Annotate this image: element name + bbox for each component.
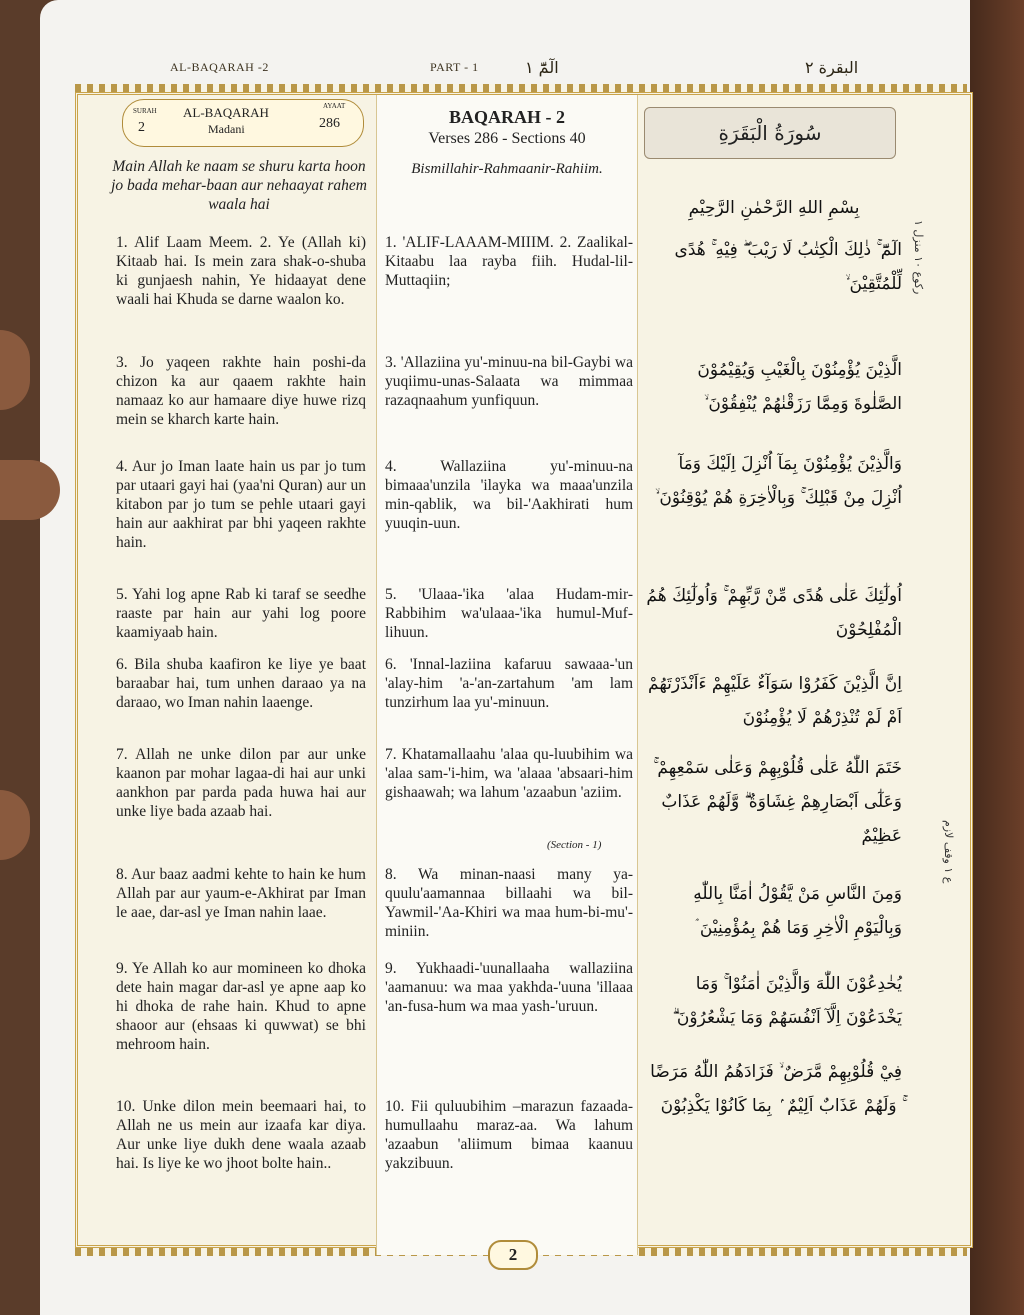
surah-label: SURAH bbox=[133, 107, 157, 115]
top-ornament-border bbox=[75, 84, 967, 92]
center-title: BAQARAH - 2 bbox=[449, 107, 565, 127]
top-header-band bbox=[75, 52, 967, 84]
header-right-arabic: البقرة ٢ bbox=[805, 58, 859, 77]
finger-left-1 bbox=[0, 330, 30, 410]
arabic-verse-1-2: الٓمّٓ ۚ ذٰلِكَ الْكِتٰبُ لَا رَيْبَ ۖ فِيْهِ ۚ هُدًى لِّلْمُتَّقِيْنَ ۙ bbox=[674, 240, 902, 294]
ayaat-label: AYAAT bbox=[323, 102, 346, 110]
translation-verse-7: 7. Allah ne unke dilon par aur unke kaanon par mohar lagaa-di hai aur unki aankhon par parda pada huwa hai aur unke liye bada azaab hai. bbox=[116, 746, 366, 820]
translation-verse-4: 4. Aur jo Iman laate hain us par jo tum par utaari gayi hai (yaa'ni Quran) aur un kitabon par jo tum se pehle utaari gayi hain aur aakhirat par bhi yaqeen rakhte hain. bbox=[116, 458, 366, 551]
side-note-middle: ع ١ وقف لازم bbox=[942, 820, 955, 884]
transliteration-verse-4: 4. Wallaziina yu'-minuu-na bimaaa'unzila 'ilayka wa maaa'unzila min-qablik, wa bil-'Aakhirati hum yuuqin-uun. bbox=[385, 458, 633, 532]
translation-intro: Main Allah ke naam se shuru karta hoon jo bada mehar-baan aur nehaayat rahem waala hai bbox=[111, 158, 367, 213]
transliteration-verse-7: 7. Khatamallaahu 'alaa qu-luubihim wa 'alaa sam-'i-him, wa 'alaaa 'absaari-him gishaawah; wa lahum 'azaabun 'aziim. bbox=[385, 746, 633, 801]
translation-verse-3: 3. Jo yaqeen rakhte hain poshi-da chizon ka aur qaaem rakhte hain namaaz ko aur hamaare diye huwe rizq mein se kharch karte hain. bbox=[116, 354, 366, 428]
surah-info-box bbox=[122, 99, 364, 147]
arabic-verse-3: الَّذِيْنَ يُؤْمِنُوْنَ بِالْغَيْبِ وَيُقِيْمُوْنَ الصَّلٰوةَ وَمِمَّا رَزَقْنٰهُمْ يُنْفِقُوْنَ ۙ bbox=[697, 360, 902, 414]
transliteration-verse-10: 10. Fii quluubihim –marazun fazaada-humullaahu maraz-aa. Wa lahum 'azaabun 'aliimum bimaa kaanuu yakzibuun. bbox=[385, 1098, 633, 1172]
transliteration-verse-1-2: 1. 'ALIF-LAAAM-MIIIM. 2. Zaalikal-Kitaabu laa rayba fiih. Hudal-lil-Muttaqiin; bbox=[385, 234, 633, 289]
surah-name: AL-BAQARAH bbox=[183, 105, 269, 120]
arabic-verse-4: وَالَّذِيْنَ يُؤْمِنُوْنَ بِمَآ اُنْزِلَ اِلَيْكَ وَمَآ اُنْزِلَ مِنْ قَبْلِكَ ۚ وَبِالْاٰخِرَةِ هُمْ يُوْقِنُوْنَ ۙ bbox=[655, 454, 902, 508]
arabic-surah-header: سُورَةُ الْبَقَرَةِ bbox=[644, 107, 896, 159]
side-note-top: رکوع ١٠ منزل ١ bbox=[912, 220, 925, 295]
center-subtitle: Verses 286 - Sections 40 bbox=[428, 130, 586, 147]
arabic-bismillah: بِسْمِ اللهِ الرَّحْمٰنِ الرَّحِيْمِ bbox=[688, 198, 860, 218]
header-part-arabic: الٓمّٓ ١ bbox=[525, 58, 559, 77]
translation-verse-8: 8. Aur baaz aadmi kehte to hain ke hum Allah par aur yaum-e-Akhirat par Iman le aae, dar-asl ye Iman nahin laae. bbox=[116, 866, 366, 921]
translation-verse-10: 10. Unke dilon mein beemaari hai, to Allah ne us mein aur izaafa kar diya. Aur unke liye dukh dene waala azaab hai. Is liye ke wo jhoot bolte hain.. bbox=[116, 1098, 366, 1172]
transliteration-verse-5: 5. 'Ulaaa-'ika 'alaa Hudam-mir-Rabbihim wa'ulaaa-'ika humul-Muf-lihuun. bbox=[385, 586, 633, 641]
arabic-verse-7: خَتَمَ اللّٰهُ عَلٰى قُلُوْبِهِمْ وَعَلٰى سَمْعِهِمْ ۚ وَعَلٰٓى اَبْصَارِهِمْ غِشَاوَةٌ ۗ وَّلَهُمْ عَذَابٌ عَظِيْمٌ bbox=[653, 758, 902, 846]
arabic-verse-8: وَمِنَ النَّاسِ مَنْ يَّقُوْلُ اٰمَنَّا بِاللّٰهِ وَبِالْيَوْمِ الْاٰخِرِ وَمَا هُمْ بِمُؤْمِنِيْنَ ۘ bbox=[693, 884, 902, 938]
arabic-verse-5: اُولٰٓئِكَ عَلٰى هُدًى مِّنْ رَّبِّهِمْ ۚ وَاُولٰٓئِكَ هُمُ الْمُفْلِحُوْنَ bbox=[646, 586, 902, 640]
section-marker: (Section - 1) bbox=[547, 839, 602, 851]
arabic-verse-6: اِنَّ الَّذِيْنَ كَفَرُوْا سَوَآءٌ عَلَيْهِمْ ءَاَنْذَرْتَهُمْ اَمْ لَمْ تُنْذِرْهُمْ لَا يُؤْمِنُوْنَ bbox=[648, 674, 902, 728]
header-part-label: PART - 1 bbox=[430, 60, 479, 74]
arabic-column bbox=[640, 95, 905, 1255]
translation-verse-6: 6. Bila shuba kaafiron ke liye ye baat baraabar hai, tum unhen daraao ya na daraao, wo Iman nahin laaenge. bbox=[116, 656, 366, 711]
translation-column bbox=[108, 95, 370, 1255]
finger-left-2 bbox=[0, 460, 60, 520]
surah-place: Madani bbox=[208, 122, 245, 136]
finger-left-3 bbox=[0, 790, 30, 860]
transliteration-verse-3: 3. 'Allaziina yu'-minuu-na bil-Gaybi wa yuqiimu-unas-Salaata wa mimmaa razaqnaahum yunfiquun. bbox=[385, 354, 633, 409]
translation-verse-5: 5. Yahi log apne Rab ki taraf se seedhe raaste par hain aur yahi log poore kaamiyaab hain. bbox=[116, 586, 366, 641]
arabic-verse-10: فِيْ قُلُوْبِهِمْ مَّرَضٌ ۙ فَزَادَهُمُ اللّٰهُ مَرَضًا ۚ وَلَهُمْ عَذَابٌ اَلِيْمٌ ۢ بِمَا كَانُوْا يَكْذِبُوْنَ bbox=[650, 1062, 902, 1116]
ayaat-count: 286 bbox=[319, 116, 340, 131]
transliteration-verse-6: 6. 'Innal-laziina kafaruu sawaaa-'un 'alay-him 'a-'an-zartahum 'am lam tunzirhum laa yu'-minuun. bbox=[385, 656, 633, 711]
bismillah-transliteration: Bismillahir-Rahmaanir-Rahiim. bbox=[411, 161, 603, 177]
transliteration-verse-8: 8. Wa minan-naasi many ya-quulu'aamannaa billaahi wa bil-Yawmil-'Aa-Khiri wa maa hum-bi-mu'-miniin. bbox=[385, 866, 633, 940]
page-number: 2 bbox=[488, 1240, 538, 1270]
arabic-verse-9: يُخٰدِعُوْنَ اللّٰهَ وَالَّذِيْنَ اٰمَنُوْا ۚ وَمَا يَخْدَعُوْنَ اِلَّآ اَنْفُسَهُمْ وَمَا يَشْعُرُوْنَ ۗ bbox=[672, 974, 902, 1028]
transliteration-verse-9: 9. Yukhaadi-'uunallaaha wallaziina 'aamanuu: wa maa yakhda-'uuna 'illaaa 'an-fusa-hum wa maa yash-'uruun. bbox=[385, 960, 633, 1015]
translation-verse-1-2: 1. Alif Laam Meem. 2. Ye (Allah ki) Kitaab hai. Is mein zara shak-o-shuba ki gunjaesh nahin, Ye hidaayat dene waali hai Khuda se darne waalon ko. bbox=[116, 234, 366, 308]
header-left-label: AL-BAQARAH -2 bbox=[170, 60, 269, 74]
translation-verse-9: 9. Ye Allah ko aur momineen ko dhoka dete hain magar dar-asl ye apne aap ko hi dhoka de rahe hain. Khud to apne shaoor aur (ehsaas ki quwwat) se bhi mehroom hain. bbox=[116, 960, 366, 1053]
surah-number: 2 bbox=[138, 120, 145, 135]
transliteration-column bbox=[376, 95, 638, 1255]
